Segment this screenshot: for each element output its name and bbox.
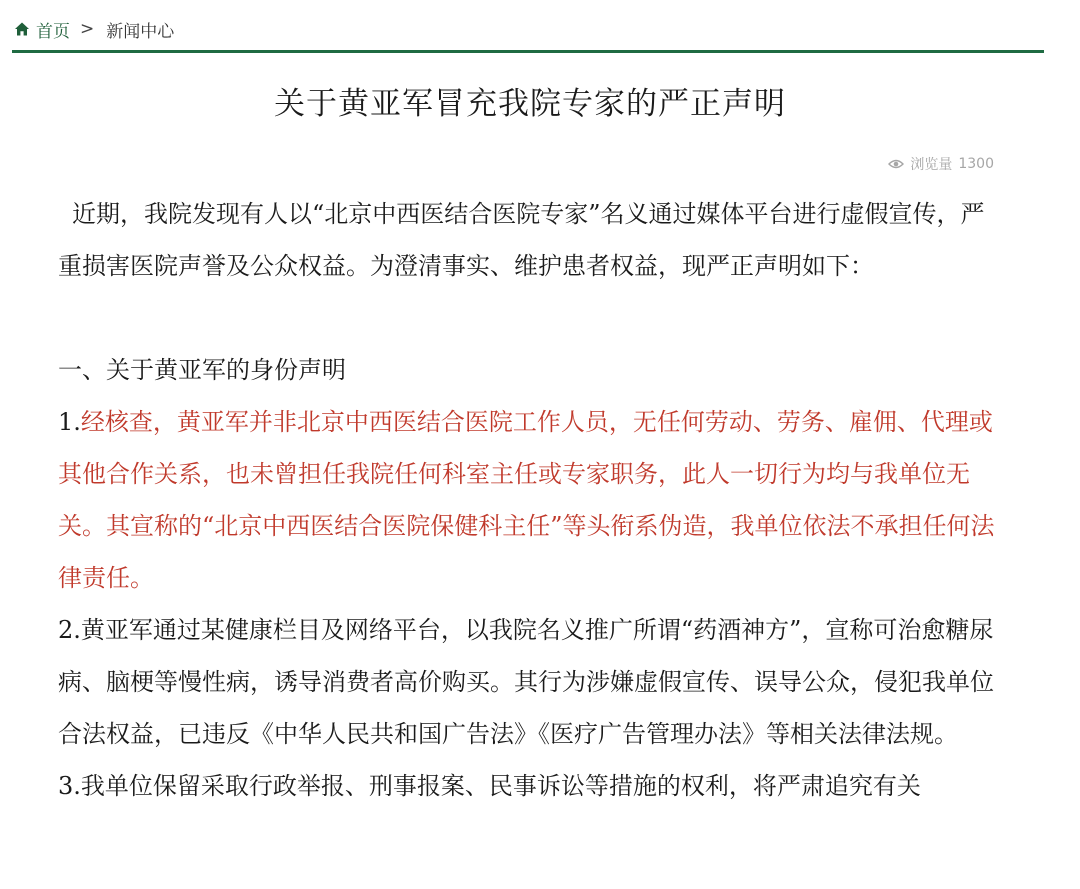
article-body bbox=[58, 188, 1003, 812]
paragraph-spacer bbox=[58, 292, 1003, 344]
view-count-label: 浏览量 bbox=[910, 157, 953, 173]
statement-item-1-number: 1. bbox=[58, 408, 81, 436]
statement-item-3: 3.我单位保留采取行政举报、刑事报案、民事诉讼等措施的权利，将严肃追究有关 bbox=[58, 772, 921, 800]
statement-item-2: 2.黄亚军通过某健康栏目及网络平台，以我院名义推广所谓“药酒神方”，宣称可治愈糖尿病、脑梗等慢性病，诱导消费者高价购买。其行为涉嫌虚假宣传、误导公众，侵犯我单位合法权益，已违反《中华人民共和国广告法》《医疗广告管理办法》等相关法律法规。 bbox=[58, 616, 994, 748]
breadcrumb-current-link[interactable]: 新闻中心 bbox=[106, 21, 175, 42]
intro-paragraph: 近期，我院发现有人以“北京中西医结合医院专家”名义通过媒体平台进行虚假宣传，严重损害医院声誉及公众权益。为澄清事实、维护患者权益，现严正声明如下： bbox=[58, 200, 985, 280]
breadcrumb-separator: > bbox=[80, 19, 95, 39]
eye-icon bbox=[888, 158, 904, 170]
breadcrumb-home-link[interactable]: 首页 bbox=[36, 21, 70, 42]
statement-item-1-text: 经核查，黄亚军并非北京中西医结合医院工作人员，无任何劳动、劳务、雇佣、代理或其他合作关系，也未曾担任我院任何科室主任或专家职务，此人一切行为均与我单位无关。其宣称的“北京中西医结合医院保健科主任”等头衔系伪造，我单位依法不承担任何法律责任。 bbox=[58, 408, 995, 592]
header-divider bbox=[12, 50, 1044, 53]
section-heading: 一、关于黄亚军的身份声明 bbox=[58, 356, 346, 384]
article-title: 关于黄亚军冒充我院专家的严正声明 bbox=[274, 86, 786, 122]
statement-item-1 bbox=[58, 396, 1003, 604]
home-icon[interactable] bbox=[14, 21, 30, 37]
view-count-number: 1300 bbox=[958, 156, 994, 172]
view-count bbox=[888, 154, 994, 174]
breadcrumb bbox=[14, 14, 174, 44]
